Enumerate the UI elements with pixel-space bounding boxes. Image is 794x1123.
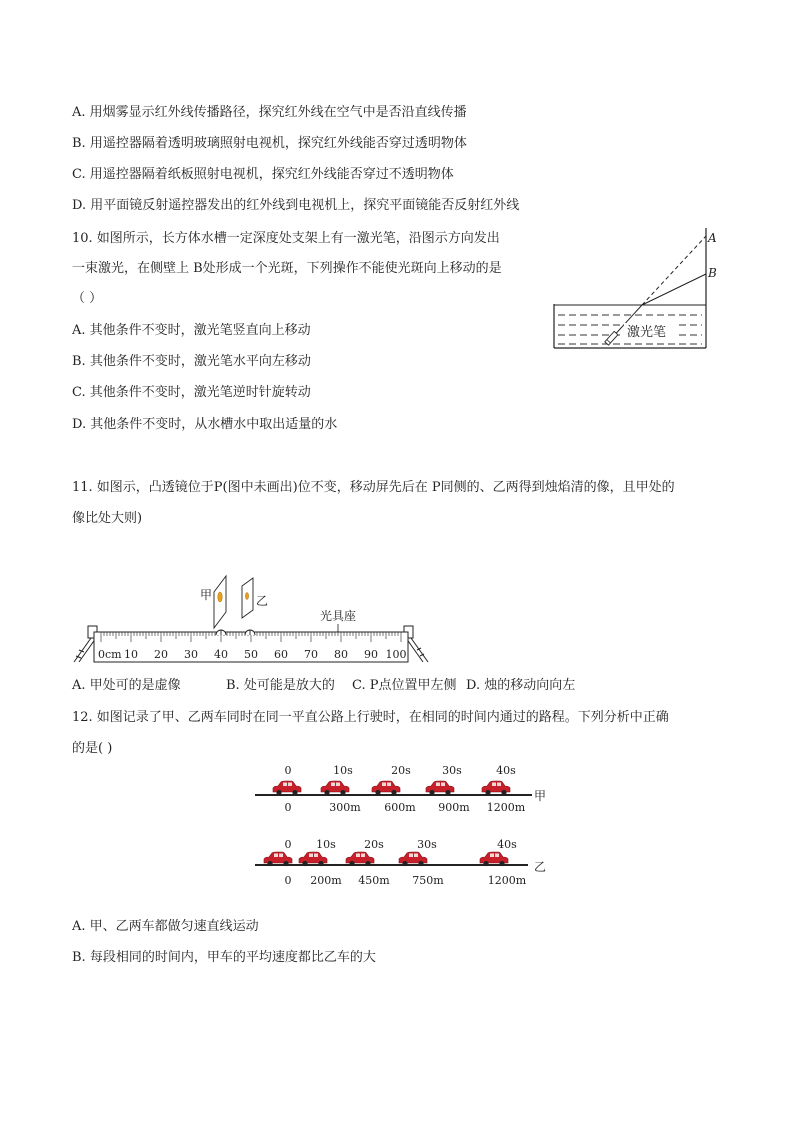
jia-car-icon [273, 781, 301, 795]
optical-bench-label: 光具座 [320, 609, 357, 623]
yi-time-0: 0 [284, 838, 292, 851]
q10-option-b: B. 其他条件不变时，激光笔水平向左移动 [72, 354, 311, 369]
candle-holder-jia [214, 576, 226, 635]
q11-option-b: B. 处可能是放大的 [226, 678, 335, 693]
tick-label-40: 40 [214, 648, 228, 661]
jia-time-20: 20s [391, 764, 411, 777]
candle-flame-yi-icon [245, 593, 248, 600]
jia-time-30: 30s [442, 764, 462, 777]
tick-label-10: 10 [124, 648, 138, 661]
q9-option-a: A. 用烟雾显示红外线传播路径，探究红外线在空气中是否沿直线传播 [72, 105, 467, 120]
yi-row [255, 838, 546, 887]
yi-time-30: 30s [417, 838, 437, 851]
point-a-label: A [708, 231, 717, 245]
dashed-extension-line [642, 236, 706, 305]
tick-label-0: 0cm [98, 648, 122, 661]
tick-label-20: 20 [154, 648, 168, 661]
q11-optical-bench-figure [72, 572, 432, 666]
yi-time-40: 40s [497, 838, 517, 851]
q10-tank-figure [550, 228, 730, 352]
q12-cars-figure [250, 760, 550, 890]
tick-label-30: 30 [184, 648, 198, 661]
point-b-label: B [708, 266, 717, 280]
jia-time-40: 40s [496, 764, 516, 777]
jia-dist-600: 600m [384, 801, 416, 814]
yi-dist-750: 750m [412, 874, 444, 887]
label-jia: 甲 [200, 588, 213, 602]
jia-row [255, 764, 546, 814]
q9-option-d: D. 用平面镜反射遥控器发出的红外线到电视机上，探究平面镜能否反射红外线 [72, 198, 520, 213]
yi-dist-200: 200m [310, 874, 342, 887]
jia-car-icon [372, 781, 400, 795]
laser-pen-icon [605, 331, 618, 345]
jia-time-0: 0 [284, 764, 292, 777]
yi-car-icon [399, 852, 427, 866]
yi-time-20: 20s [364, 838, 384, 851]
q9-option-c: C. 用遥控器隔着纸板照射电视机，探究红外线能否穿过不透明物体 [72, 167, 454, 182]
jia-car-icon [482, 781, 510, 795]
jia-label: 甲 [534, 789, 547, 803]
jia-car-icon [426, 781, 454, 795]
refracted-beam [642, 274, 706, 305]
q12-option-a: A. 甲、乙两车都做匀速直线运动 [72, 919, 259, 934]
jia-dist-900: 900m [438, 801, 470, 814]
tick-label-50: 50 [244, 648, 258, 661]
q10-stem-line-3: （ ） [72, 291, 103, 306]
q12-option-b: B. 每段相同的时间内，甲车的平均速度都比乙车的大 [72, 950, 376, 965]
q9-option-b: B. 用遥控器隔着透明玻璃照射电视机，探究红外线能否穿过透明物体 [72, 136, 467, 151]
yi-time-10: 10s [316, 838, 336, 851]
laser-pen-label: 激光笔 [627, 325, 667, 340]
label-yi: 乙 [256, 594, 269, 608]
yi-dist-450: 450m [358, 874, 390, 887]
jia-time-10: 10s [333, 764, 353, 777]
candle-flame-jia-icon [218, 592, 222, 602]
yi-car-icon [299, 852, 327, 866]
q10-option-c: C. 其他条件不变时，激光笔逆时针旋转动 [72, 385, 311, 400]
yi-car-icon [346, 852, 374, 866]
yi-dist-1200: 1200m [487, 874, 527, 887]
q10-option-d: D. 其他条件不变时，从水槽水中取出适量的水 [72, 417, 338, 432]
q10-stem-line-2: 一束激光，在侧壁上 B处形成一个光斑，下列操作不能使光斑向上移动的是 [72, 261, 502, 276]
jia-dist-300: 300m [329, 801, 361, 814]
tick-label-70: 70 [304, 648, 318, 661]
tick-label-80: 80 [334, 648, 348, 661]
q11-stem-line-1: 11. 如图示，凸透镜位于P(图中未画出)位不变，移动屏先后在 P同侧的、乙两得到烛焰清的像，且甲处的 [72, 480, 675, 495]
jia-dist-0: 0 [284, 801, 292, 814]
jia-car-icon [321, 781, 349, 795]
yi-dist-0: 0 [284, 874, 292, 887]
q11-stem-line-2: 像比处大则) [72, 511, 143, 526]
q11-option-c: C. P点位置甲左侧 [352, 678, 457, 693]
tick-label-100: 100 [385, 648, 407, 661]
yi-label: 乙 [534, 860, 547, 874]
q10-stem-line-1: 10. 如图所示，长方体水槽一定深度处支架上有一激光笔，沿图示方向发出 [72, 231, 500, 246]
tick-label-90: 90 [364, 648, 378, 661]
q12-stem-line-2: 的是( ) [72, 741, 113, 756]
jia-dist-1200: 1200m [486, 801, 526, 814]
q11-option-a: A. 甲处可的是虚像 [72, 678, 181, 693]
tick-label-60: 60 [274, 648, 288, 661]
q10-option-a: A. 其他条件不变时，激光笔竖直向上移动 [72, 323, 311, 338]
yi-car-icon [480, 852, 508, 866]
q11-option-d: D. 烛的移动向向左 [466, 678, 576, 693]
screen-holder-yi [242, 578, 255, 635]
yi-car-icon [264, 852, 292, 866]
q12-stem-line-1: 12. 如图记录了甲、乙两车同时在同一平直公路上行驶时，在相同的时间内通过的路程。下列分析中正确 [72, 710, 669, 725]
